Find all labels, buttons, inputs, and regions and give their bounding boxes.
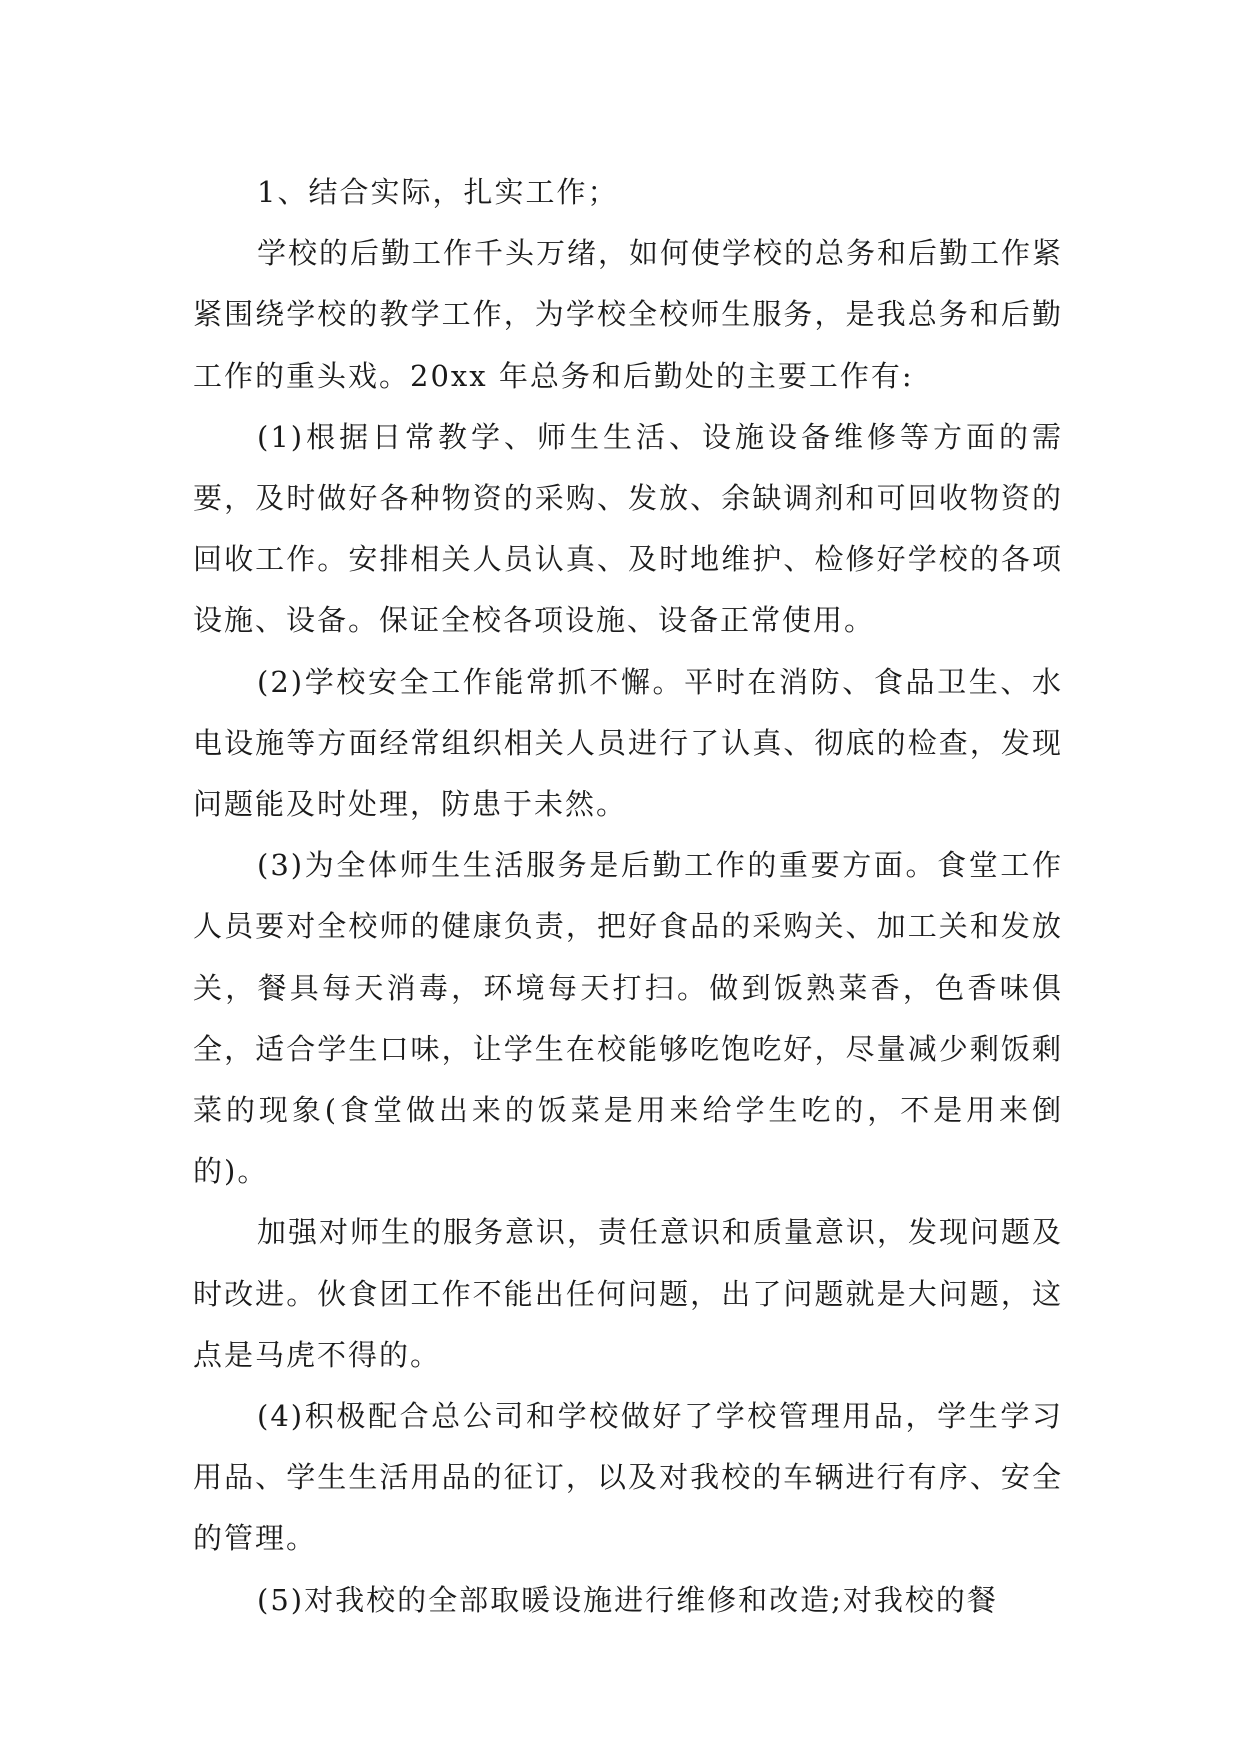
paragraph-item-1: (1)根据日常教学、师生生活、设施设备维修等方面的需要，及时做好各种物资的采购、发放、余缺调剂和可回收物资的回收工作。安排相关人员认真、及时地维护、检修好学校的各项设施、设备。保证全校各项设施、设备正常使用。 bbox=[193, 419, 1063, 638]
paragraph-item-3: (3)为全体师生生活服务是后勤工作的重要方面。食堂工作人员要对全校师的健康负责，把好食品的采购关、加工关和发放关，餐具每天消毒，环境每天打扫。做到饭熟菜香，色香味俱全，适合学生口味，让学生在校能够吃饱吃好，尽量减少剩饭剩菜的现象(食堂做出来的饭菜是用来给学生吃的，不是用来倒的)。 bbox=[193, 848, 1063, 1189]
paragraph-item-5: (5)对我校的全部取暖设施进行维修和改造;对我校的餐 bbox=[257, 1582, 998, 1617]
paragraph-item-4: (4)积极配合总公司和学校做好了学校管理用品，学生学习用品、学生生活用品的征订，以及对我校的车辆进行有序、安全的管理。 bbox=[193, 1399, 1063, 1556]
paragraph-item-2: (2)学校安全工作能常抓不懈。平时在消防、食品卫生、水电设施等方面经常组织相关人员进行了认真、彻底的检查，发现问题能及时处理，防患于未然。 bbox=[193, 664, 1063, 822]
paragraph-intro: 学校的后勤工作千头万绪，如何使学校的总务和后勤工作紧紧围绕学校的教学工作，为学校全校师生服务，是我总务和后勤工作的重头戏。20xx 年总务和后勤处的主要工作有: bbox=[193, 236, 1064, 393]
paragraph-service-awareness: 加强对师生的服务意识，责任意识和质量意识，发现问题及时改进。伙食团工作不能出任何问题，出了问题就是大问题，这点是马虎不得的。 bbox=[193, 1215, 1064, 1372]
paragraph-heading-1: 1、结合实际，扎实工作； bbox=[257, 175, 619, 209]
document-body bbox=[193, 162, 1063, 1631]
